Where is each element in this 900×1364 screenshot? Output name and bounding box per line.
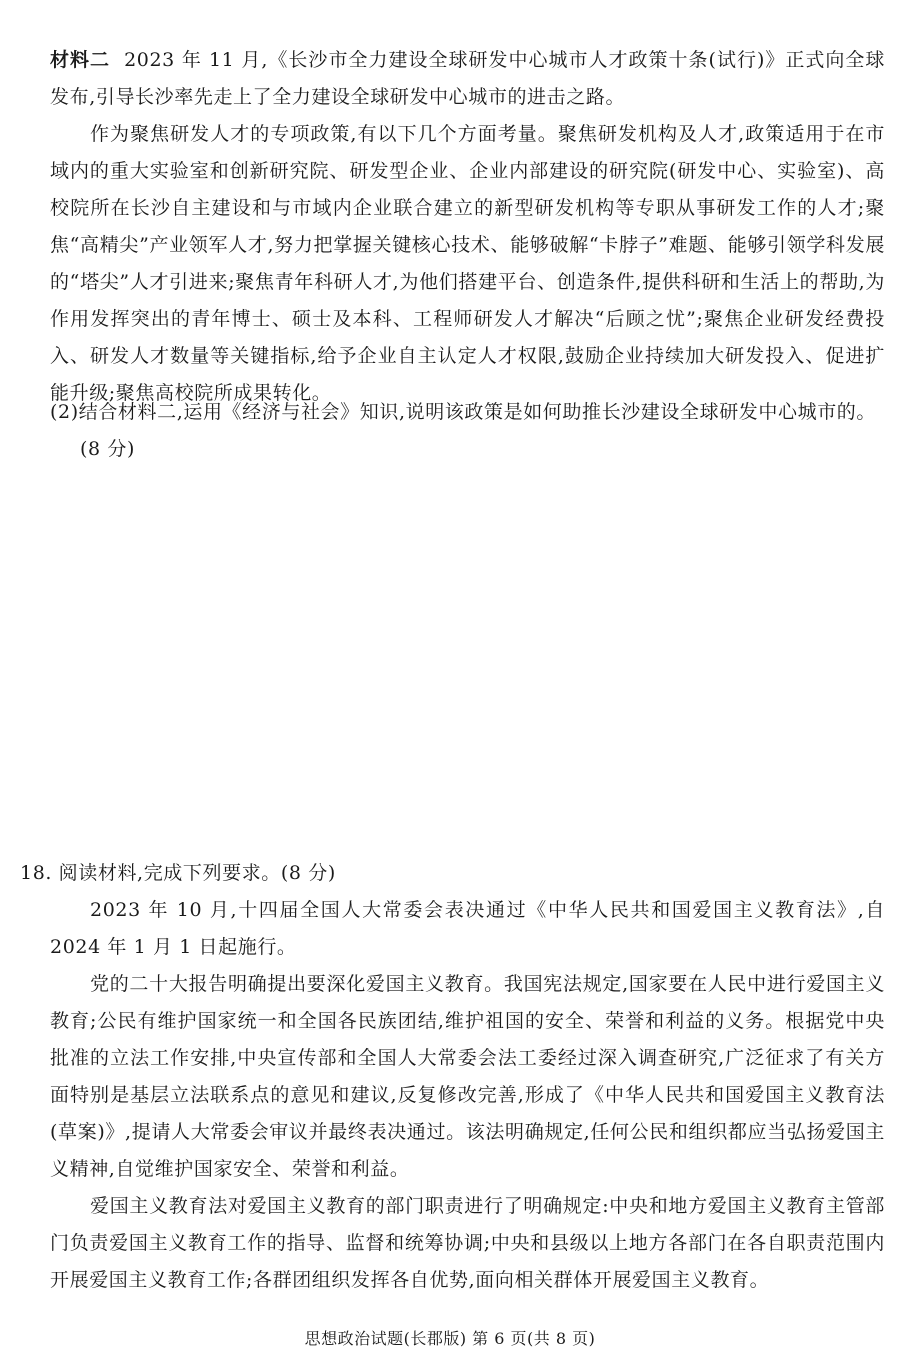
material2-label: 材料二 [50, 49, 111, 71]
question-17-2-text: (2)结合材料二,运用《经济与社会》知识,说明该政策是如何助推长沙建设全球研发中心城市的。(8 分) [50, 401, 876, 460]
question-18-paragraph-3: 爱国主义教育法对爱国主义教育的部门职责进行了明确规定:中央和地方爱国主义教育主管部门负责爱国主义教育工作的指导、监督和统筹协调;中央和县级以上地方各部门在各自职责范围内开展爱国主义教育工作;各群团组织发挥各自优势,面向相关群体开展爱国主义教育。 [50, 1195, 885, 1291]
question-17-2 [50, 394, 885, 468]
material2-body: 作为聚焦研发人才的专项政策,有以下几个方面考量。聚焦研发机构及人才,政策适用于在市域内的重大实验室和创新研究院、研发型企业、企业内部建设的研究院(研发中心、实验室)、高校院所在长沙自主建设和与市域内企业联合建立的新型研发机构等专职从事研发工作的人才;聚焦“高精尖”产业领军人才,努力把掌握关键核心技术、能够破解“卡脖子”难题、能够引领学科发展的“塔尖”人才引进来;聚焦青年科研人才,为他们搭建平台、创造条件,提供科研和生活上的帮助,为作用发挥突出的青年博士、硕士及本科、工程师研发人才解决“后顾之忧”;聚焦企业研发经费投入、研发人才数量等关键指标,给予企业自主认定人才权限,鼓励企业持续加大研发投入、促进扩能升级;聚焦高校院所成果转化。 [50, 123, 885, 404]
material2-intro-text: 2023 年 11 月,《长沙市全力建设全球研发中心城市人才政策十条(试行)》正式向全球发布,引导长沙率先走上了全力建设全球研发中心城市的进击之路。 [50, 49, 885, 108]
material2-intro [50, 42, 885, 116]
question-18-paragraph-2: 党的二十大报告明确提出要深化爱国主义教育。我国宪法规定,国家要在人民中进行爱国主义教育;公民有维护国家统一和全国各民族团结,维护祖国的安全、荣誉和利益的义务。根据党中央批准的立法工作安排,中央宣传部和全国人大常委会法工委经过深入调查研究,广泛征求了有关方面特别是基层立法联系点的意见和建议,反复修改完善,形成了《中华人民共和国爱国主义教育法(草案)》,提请人大常委会审议并最终表决通过。该法明确规定,任何公民和组织都应当弘扬爱国主义精神,自觉维护国家安全、荣誉和利益。 [50, 973, 885, 1180]
page-footer: 思想政治试题(长郡版) 第 6 页(共 8 页) [304, 1329, 596, 1348]
question-18-heading: 18. 阅读材料,完成下列要求。(8 分) [20, 862, 336, 884]
question-18-paragraph-1: 2023 年 10 月,十四届全国人大常委会表决通过《中华人民共和国爱国主义教育法》,自 2024 年 1 月 1 日起施行。 [50, 899, 885, 958]
